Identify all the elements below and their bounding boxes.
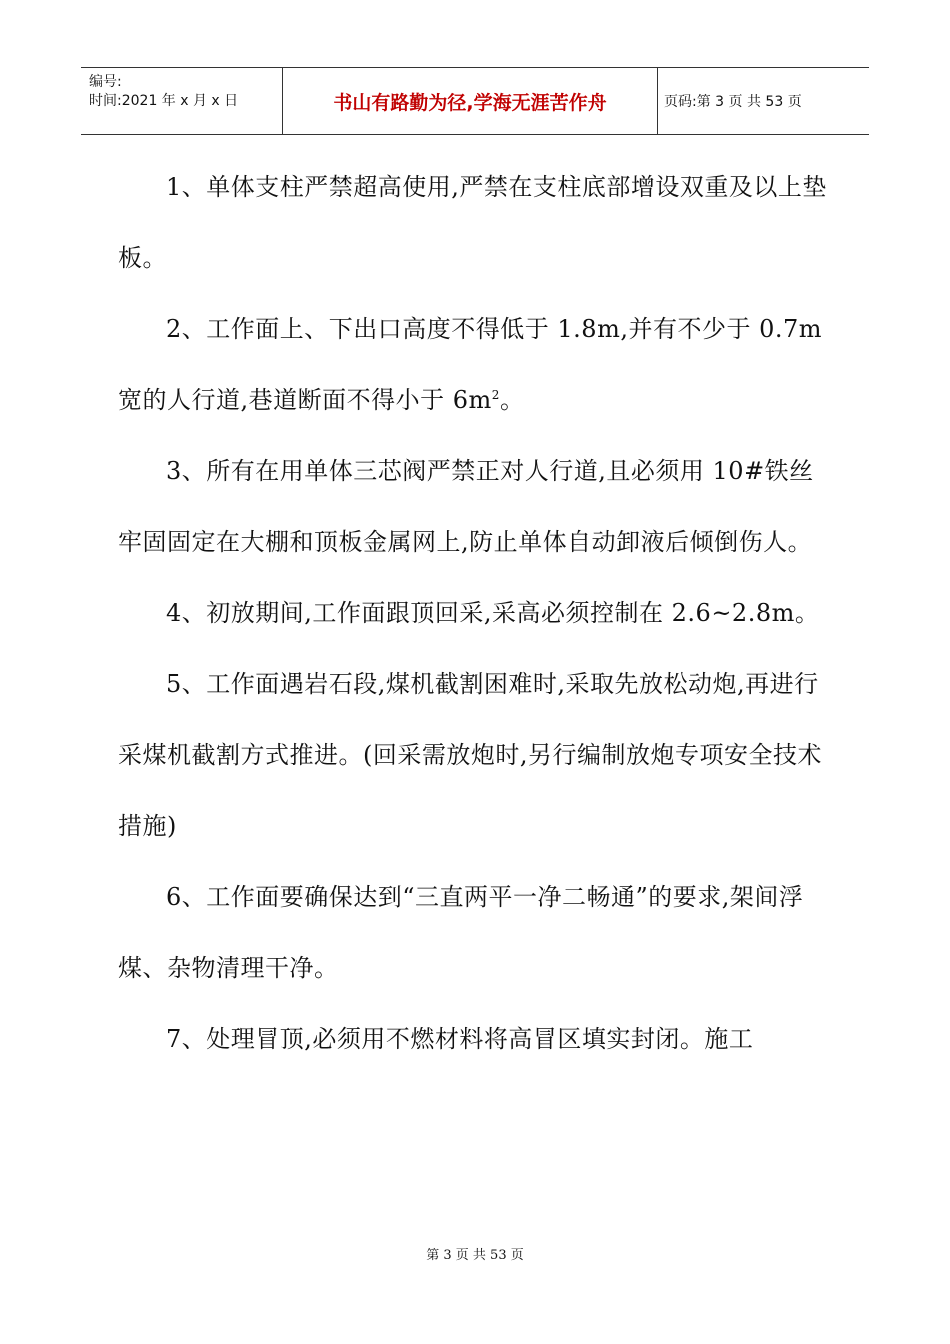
number-label: 编号: [89,74,122,90]
document-body [118,152,834,1075]
paragraph-6: 6、工作面要确保达到“三直两平一净二畅通”的要求,架间浮煤、杂物清理干净。 [118,883,804,982]
paragraph-5: 5、工作面遇岩石段,煤机截割困难时,采取先放松动炮,再进行采煤机截割方式推进。(回采需放炮时,另行编制放炮专项安全技术措施) [118,670,822,840]
time-label: 时间:2021 年 x 月 x 日 [89,93,239,109]
paragraph-3: 3、所有在用单体三芯阀严禁正对人行道,且必须用 10#铁丝牢固固定在大棚和顶板金属网上,防止单体自动卸液后倾倒伤人。 [118,457,814,556]
superscript-2: 2 [491,388,500,402]
paragraph-2 [118,294,834,436]
paragraph-2-text: 2、工作面上、下出口高度不得低于 1.8m,并有不少于 0.7m 宽的人行道,巷道断面不得小于 6m [118,315,823,414]
document-header [81,67,869,135]
paragraph-7: 7、处理冒顶,必须用不燃材料将高冒区填实封闭。施工 [166,1025,754,1053]
page-footer: 第 3 页 共 53 页 [426,1248,524,1263]
header-motto: 书山有路勤为径,学海无涯苦作舟 [283,68,658,134]
header-page-info: 页码:第 3 页 共 53 页 [664,94,802,110]
paragraph-4: 4、初放期间,工作面跟顶回采,采高必须控制在 2.6~2.8m。 [166,599,820,627]
header-meta [81,68,283,134]
paragraph-2-tail: 。 [499,386,525,414]
paragraph-1: 1、单体支柱严禁超高使用,严禁在支柱底部增设双重及以上垫板。 [118,173,827,272]
